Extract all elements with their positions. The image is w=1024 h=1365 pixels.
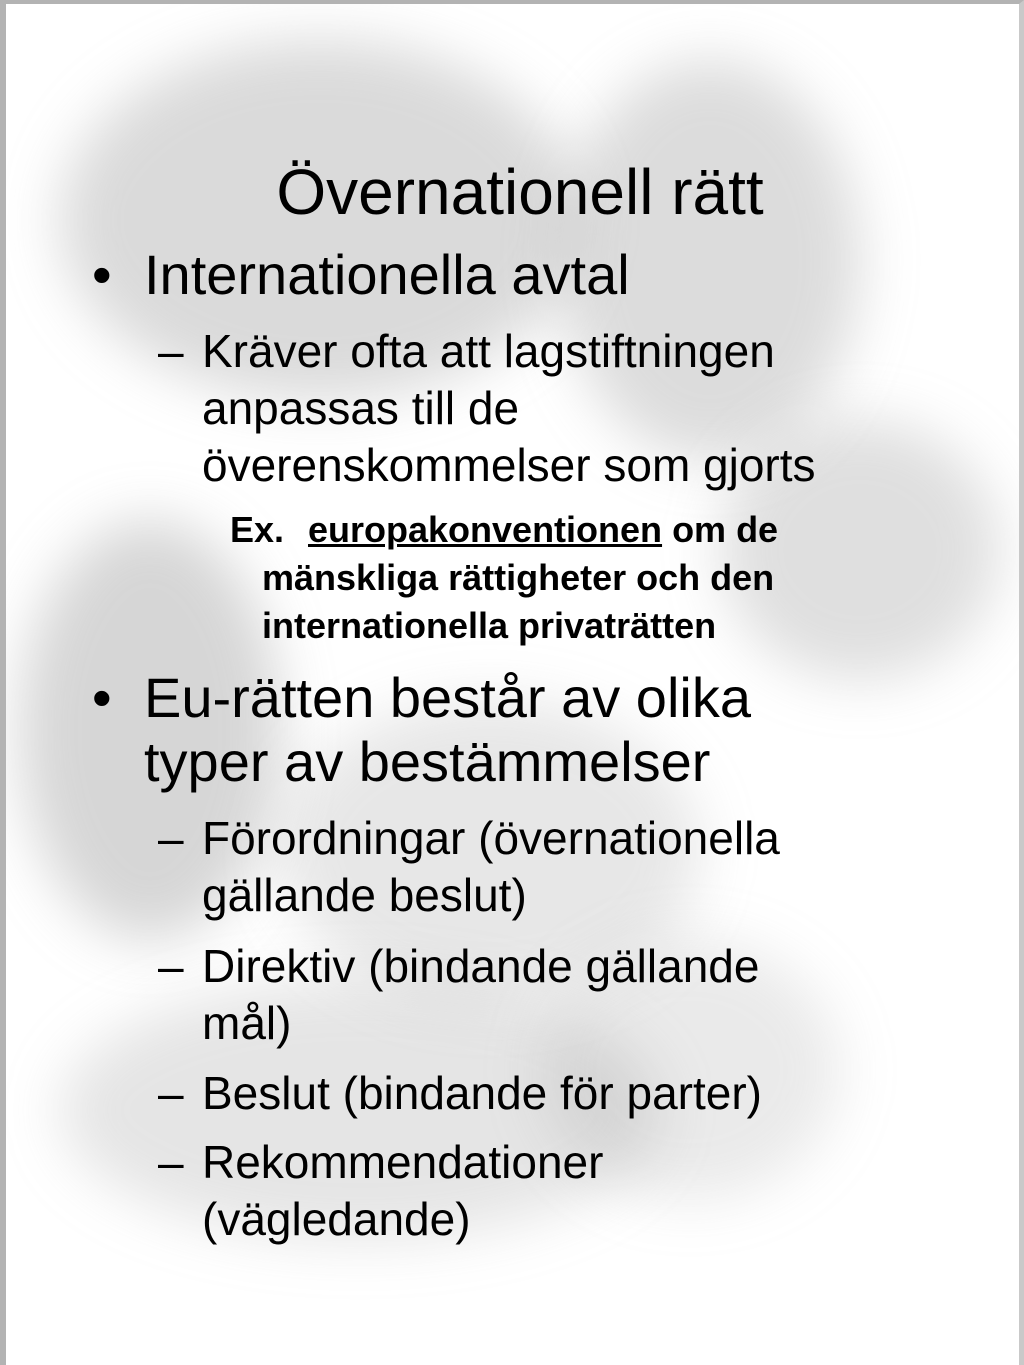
bullet-symbol: • xyxy=(92,666,112,729)
bullet-line: Eu-rätten består av olika xyxy=(144,666,751,729)
sub-item-line: (vägledande) xyxy=(202,1193,471,1245)
example-line: internationella privaträtten xyxy=(262,605,717,646)
example-line: mänskliga rättigheter och den xyxy=(262,557,775,598)
dash-symbol: – xyxy=(158,940,184,992)
bullet-item xyxy=(92,243,964,307)
sub-item-line: Direktiv (bindande gällande xyxy=(202,940,760,992)
sub-item xyxy=(158,323,962,494)
dash-symbol: – xyxy=(158,325,184,377)
sub-item-line: Beslut (bindande för parter) xyxy=(202,1067,762,1119)
sub-item-line: anpassas till de xyxy=(202,382,520,434)
bullet-item xyxy=(92,666,964,794)
bullet-line: typer av bestämmelser xyxy=(144,730,711,793)
sub-item-line: Förordningar (övernationella xyxy=(202,812,780,864)
example-prefix: Ex. xyxy=(230,509,285,550)
dash-symbol: – xyxy=(158,812,184,864)
example-text: om de xyxy=(672,509,779,550)
sub-item xyxy=(158,1065,962,1122)
sub-item xyxy=(158,938,962,1052)
bullet-text: Internationella avtal xyxy=(144,243,630,306)
slide-title: Övernationell rätt xyxy=(276,156,764,228)
sub-item-line: mål) xyxy=(202,997,292,1049)
dash-symbol: – xyxy=(158,1136,184,1188)
bullet-symbol: • xyxy=(92,243,112,306)
europakonventionen-link[interactable]: europakonventionen xyxy=(308,509,663,550)
sub-item-line: Kräver ofta att lagstiftningen xyxy=(202,325,775,377)
sub-item xyxy=(158,810,962,924)
dash-symbol: – xyxy=(158,1067,184,1119)
sub-item xyxy=(158,1134,962,1248)
sub-item-line: gällande beslut) xyxy=(202,869,527,921)
example-item xyxy=(230,506,962,650)
sub-item-line: överenskommelser som gjorts xyxy=(202,439,816,491)
sub-item-line: Rekommendationer xyxy=(202,1136,604,1188)
example-line xyxy=(262,506,962,554)
